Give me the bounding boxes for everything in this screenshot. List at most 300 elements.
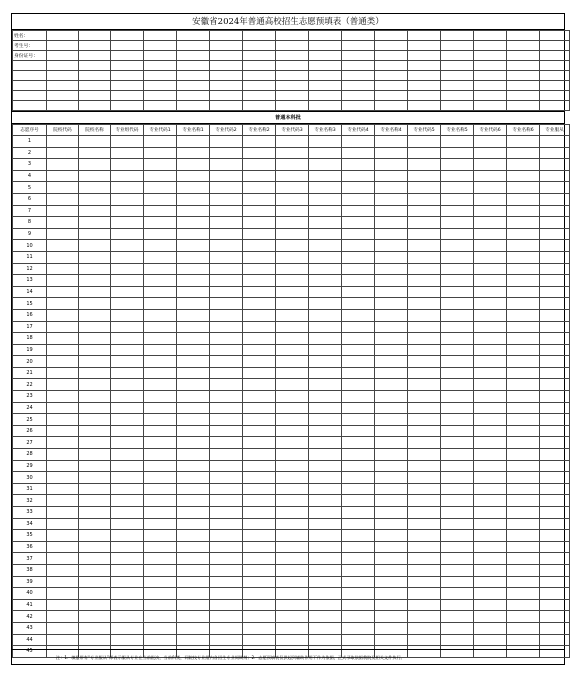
- table-cell[interactable]: [79, 425, 111, 437]
- table-cell[interactable]: [210, 564, 243, 576]
- table-cell[interactable]: [540, 240, 570, 252]
- table-cell[interactable]: [276, 193, 309, 205]
- table-cell[interactable]: [309, 240, 342, 252]
- table-cell[interactable]: [540, 611, 570, 623]
- info-field[interactable]: [474, 31, 507, 41]
- info-field[interactable]: [375, 61, 408, 71]
- info-field[interactable]: [408, 31, 441, 41]
- table-cell[interactable]: [540, 507, 570, 519]
- info-field[interactable]: [309, 81, 342, 91]
- info-field[interactable]: [408, 41, 441, 51]
- table-cell[interactable]: [375, 193, 408, 205]
- table-cell[interactable]: [375, 507, 408, 519]
- table-cell[interactable]: [276, 634, 309, 646]
- info-field[interactable]: [47, 31, 79, 41]
- info-field[interactable]: [342, 61, 375, 71]
- table-cell[interactable]: [507, 495, 540, 507]
- table-cell[interactable]: [441, 356, 474, 368]
- info-field[interactable]: [309, 31, 342, 41]
- info-field[interactable]: [540, 101, 570, 111]
- table-cell[interactable]: [375, 460, 408, 472]
- table-cell[interactable]: [309, 507, 342, 519]
- table-cell[interactable]: [540, 495, 570, 507]
- table-cell[interactable]: [47, 588, 79, 600]
- table-cell[interactable]: [408, 425, 441, 437]
- table-cell[interactable]: [243, 391, 276, 403]
- table-cell[interactable]: [441, 472, 474, 484]
- info-field[interactable]: [441, 91, 474, 101]
- table-cell[interactable]: [276, 205, 309, 217]
- table-cell[interactable]: [441, 588, 474, 600]
- table-cell[interactable]: [111, 217, 144, 229]
- table-cell[interactable]: [375, 588, 408, 600]
- table-cell[interactable]: [47, 460, 79, 472]
- table-cell[interactable]: [507, 205, 540, 217]
- table-cell[interactable]: [375, 356, 408, 368]
- table-cell[interactable]: [342, 263, 375, 275]
- table-cell[interactable]: [540, 402, 570, 414]
- table-cell[interactable]: [309, 356, 342, 368]
- info-field[interactable]: [243, 51, 276, 61]
- table-cell[interactable]: [441, 367, 474, 379]
- table-cell[interactable]: [144, 333, 177, 345]
- table-cell[interactable]: [276, 367, 309, 379]
- table-cell[interactable]: [276, 437, 309, 449]
- table-cell[interactable]: [144, 611, 177, 623]
- table-cell[interactable]: [474, 414, 507, 426]
- table-cell[interactable]: [342, 530, 375, 542]
- table-cell[interactable]: [507, 414, 540, 426]
- info-field[interactable]: [177, 81, 210, 91]
- table-cell[interactable]: [408, 483, 441, 495]
- info-field[interactable]: [177, 31, 210, 41]
- table-cell[interactable]: [79, 159, 111, 171]
- table-cell[interactable]: [375, 309, 408, 321]
- table-cell[interactable]: [507, 437, 540, 449]
- table-cell[interactable]: [47, 402, 79, 414]
- table-cell[interactable]: [474, 472, 507, 484]
- table-cell[interactable]: [441, 217, 474, 229]
- table-cell[interactable]: [210, 344, 243, 356]
- table-cell[interactable]: [441, 483, 474, 495]
- info-field[interactable]: [47, 51, 79, 61]
- table-cell[interactable]: [309, 437, 342, 449]
- table-cell[interactable]: [177, 263, 210, 275]
- table-cell[interactable]: [210, 182, 243, 194]
- table-cell[interactable]: [408, 251, 441, 263]
- table-cell[interactable]: [375, 414, 408, 426]
- table-cell[interactable]: [474, 344, 507, 356]
- info-field[interactable]: [210, 31, 243, 41]
- table-cell[interactable]: [375, 437, 408, 449]
- info-field[interactable]: [243, 61, 276, 71]
- info-field[interactable]: [474, 81, 507, 91]
- table-cell[interactable]: [111, 379, 144, 391]
- table-cell[interactable]: [276, 495, 309, 507]
- table-cell[interactable]: [144, 541, 177, 553]
- table-cell[interactable]: [507, 251, 540, 263]
- table-cell[interactable]: [79, 460, 111, 472]
- table-cell[interactable]: [276, 414, 309, 426]
- table-cell[interactable]: [79, 507, 111, 519]
- info-field[interactable]: [243, 91, 276, 101]
- table-cell[interactable]: [474, 460, 507, 472]
- table-cell[interactable]: [441, 530, 474, 542]
- table-cell[interactable]: [408, 147, 441, 159]
- table-cell[interactable]: [47, 599, 79, 611]
- table-cell[interactable]: [79, 356, 111, 368]
- table-cell[interactable]: [177, 541, 210, 553]
- info-field[interactable]: [144, 51, 177, 61]
- table-cell[interactable]: [441, 228, 474, 240]
- table-cell[interactable]: [408, 217, 441, 229]
- table-cell[interactable]: [177, 356, 210, 368]
- info-field[interactable]: [243, 81, 276, 91]
- table-cell[interactable]: [111, 193, 144, 205]
- table-cell[interactable]: [111, 425, 144, 437]
- table-cell[interactable]: [144, 391, 177, 403]
- info-field[interactable]: [144, 91, 177, 101]
- info-field[interactable]: [441, 51, 474, 61]
- table-cell[interactable]: [441, 437, 474, 449]
- table-cell[interactable]: [474, 333, 507, 345]
- table-cell[interactable]: [79, 472, 111, 484]
- table-cell[interactable]: [309, 460, 342, 472]
- table-cell[interactable]: [276, 391, 309, 403]
- table-cell[interactable]: [441, 495, 474, 507]
- table-cell[interactable]: [408, 298, 441, 310]
- table-cell[interactable]: [342, 321, 375, 333]
- table-cell[interactable]: [474, 530, 507, 542]
- info-field[interactable]: [540, 41, 570, 51]
- table-cell[interactable]: [47, 205, 79, 217]
- info-field[interactable]: [474, 91, 507, 101]
- table-cell[interactable]: [441, 136, 474, 148]
- table-cell[interactable]: [276, 344, 309, 356]
- table-cell[interactable]: [276, 518, 309, 530]
- table-cell[interactable]: [276, 251, 309, 263]
- info-field[interactable]: [210, 51, 243, 61]
- table-cell[interactable]: [441, 599, 474, 611]
- table-cell[interactable]: [474, 275, 507, 287]
- table-cell[interactable]: [210, 170, 243, 182]
- table-cell[interactable]: [144, 321, 177, 333]
- table-cell[interactable]: [309, 599, 342, 611]
- table-cell[interactable]: [375, 205, 408, 217]
- table-cell[interactable]: [243, 356, 276, 368]
- table-cell[interactable]: [507, 634, 540, 646]
- table-cell[interactable]: [276, 588, 309, 600]
- table-cell[interactable]: [47, 251, 79, 263]
- table-cell[interactable]: [441, 147, 474, 159]
- table-cell[interactable]: [177, 437, 210, 449]
- table-cell[interactable]: [342, 367, 375, 379]
- table-cell[interactable]: [507, 217, 540, 229]
- table-cell[interactable]: [243, 414, 276, 426]
- table-cell[interactable]: [342, 391, 375, 403]
- info-field[interactable]: [408, 61, 441, 71]
- table-cell[interactable]: [309, 402, 342, 414]
- table-cell[interactable]: [309, 622, 342, 634]
- table-cell[interactable]: [210, 588, 243, 600]
- table-cell[interactable]: [375, 472, 408, 484]
- table-cell[interactable]: [47, 518, 79, 530]
- table-cell[interactable]: [375, 425, 408, 437]
- table-cell[interactable]: [507, 530, 540, 542]
- info-field[interactable]: [47, 81, 79, 91]
- table-cell[interactable]: [309, 321, 342, 333]
- table-cell[interactable]: [507, 286, 540, 298]
- table-cell[interactable]: [177, 275, 210, 287]
- info-field[interactable]: [243, 101, 276, 111]
- table-cell[interactable]: [540, 425, 570, 437]
- info-field[interactable]: [47, 71, 79, 81]
- table-cell[interactable]: [144, 228, 177, 240]
- info-field[interactable]: [375, 51, 408, 61]
- info-field[interactable]: [144, 81, 177, 91]
- table-cell[interactable]: [144, 205, 177, 217]
- table-cell[interactable]: [408, 622, 441, 634]
- table-cell[interactable]: [79, 518, 111, 530]
- table-cell[interactable]: [144, 217, 177, 229]
- info-field[interactable]: [441, 31, 474, 41]
- info-field[interactable]: [309, 71, 342, 81]
- table-cell[interactable]: [342, 228, 375, 240]
- table-cell[interactable]: [144, 588, 177, 600]
- table-cell[interactable]: [210, 483, 243, 495]
- table-cell[interactable]: [408, 275, 441, 287]
- table-cell[interactable]: [441, 449, 474, 461]
- table-cell[interactable]: [177, 483, 210, 495]
- table-cell[interactable]: [309, 379, 342, 391]
- table-cell[interactable]: [342, 483, 375, 495]
- table-cell[interactable]: [111, 136, 144, 148]
- table-cell[interactable]: [342, 286, 375, 298]
- table-cell[interactable]: [408, 414, 441, 426]
- table-cell[interactable]: [441, 518, 474, 530]
- table-cell[interactable]: [540, 564, 570, 576]
- info-field[interactable]: [375, 101, 408, 111]
- table-cell[interactable]: [309, 286, 342, 298]
- table-cell[interactable]: [309, 553, 342, 565]
- table-cell[interactable]: [243, 193, 276, 205]
- table-cell[interactable]: [177, 240, 210, 252]
- table-cell[interactable]: [507, 170, 540, 182]
- table-cell[interactable]: [540, 251, 570, 263]
- table-cell[interactable]: [144, 437, 177, 449]
- table-cell[interactable]: [243, 518, 276, 530]
- table-cell[interactable]: [474, 309, 507, 321]
- table-cell[interactable]: [47, 553, 79, 565]
- table-cell[interactable]: [79, 588, 111, 600]
- info-field[interactable]: [441, 61, 474, 71]
- table-cell[interactable]: [177, 576, 210, 588]
- table-cell[interactable]: [375, 159, 408, 171]
- table-cell[interactable]: [144, 356, 177, 368]
- table-cell[interactable]: [540, 391, 570, 403]
- table-cell[interactable]: [111, 414, 144, 426]
- table-cell[interactable]: [309, 425, 342, 437]
- info-field[interactable]: [144, 41, 177, 51]
- table-cell[interactable]: [540, 136, 570, 148]
- info-field[interactable]: [210, 41, 243, 51]
- table-cell[interactable]: [408, 333, 441, 345]
- table-cell[interactable]: [276, 507, 309, 519]
- table-cell[interactable]: [276, 425, 309, 437]
- table-cell[interactable]: [441, 460, 474, 472]
- table-cell[interactable]: [177, 205, 210, 217]
- table-cell[interactable]: [309, 564, 342, 576]
- table-cell[interactable]: [309, 251, 342, 263]
- table-cell[interactable]: [144, 367, 177, 379]
- table-cell[interactable]: [474, 576, 507, 588]
- table-cell[interactable]: [210, 321, 243, 333]
- table-cell[interactable]: [210, 611, 243, 623]
- table-cell[interactable]: [540, 472, 570, 484]
- info-field[interactable]: [507, 61, 540, 71]
- table-cell[interactable]: [408, 507, 441, 519]
- info-field[interactable]: [441, 41, 474, 51]
- table-cell[interactable]: [210, 333, 243, 345]
- info-field[interactable]: [276, 51, 309, 61]
- table-cell[interactable]: [474, 182, 507, 194]
- table-cell[interactable]: [408, 495, 441, 507]
- info-field[interactable]: [507, 71, 540, 81]
- table-cell[interactable]: [47, 541, 79, 553]
- info-field[interactable]: [342, 31, 375, 41]
- table-cell[interactable]: [540, 286, 570, 298]
- info-field[interactable]: [342, 41, 375, 51]
- table-cell[interactable]: [79, 483, 111, 495]
- table-cell[interactable]: [408, 541, 441, 553]
- table-cell[interactable]: [342, 402, 375, 414]
- table-cell[interactable]: [111, 402, 144, 414]
- table-cell[interactable]: [144, 286, 177, 298]
- table-cell[interactable]: [375, 286, 408, 298]
- table-cell[interactable]: [342, 564, 375, 576]
- info-field[interactable]: [276, 91, 309, 101]
- table-cell[interactable]: [47, 483, 79, 495]
- table-cell[interactable]: [111, 437, 144, 449]
- table-cell[interactable]: [309, 298, 342, 310]
- table-cell[interactable]: [507, 402, 540, 414]
- table-cell[interactable]: [111, 321, 144, 333]
- table-cell[interactable]: [210, 298, 243, 310]
- table-cell[interactable]: [79, 286, 111, 298]
- table-cell[interactable]: [144, 298, 177, 310]
- table-cell[interactable]: [342, 507, 375, 519]
- table-cell[interactable]: [111, 333, 144, 345]
- table-cell[interactable]: [243, 228, 276, 240]
- table-cell[interactable]: [111, 495, 144, 507]
- info-field[interactable]: [342, 101, 375, 111]
- table-cell[interactable]: [540, 622, 570, 634]
- table-cell[interactable]: [342, 460, 375, 472]
- table-cell[interactable]: [540, 170, 570, 182]
- table-cell[interactable]: [47, 391, 79, 403]
- table-cell[interactable]: [276, 460, 309, 472]
- table-cell[interactable]: [309, 530, 342, 542]
- table-cell[interactable]: [342, 553, 375, 565]
- table-cell[interactable]: [111, 159, 144, 171]
- table-cell[interactable]: [540, 588, 570, 600]
- table-cell[interactable]: [111, 472, 144, 484]
- table-cell[interactable]: [507, 472, 540, 484]
- table-cell[interactable]: [441, 240, 474, 252]
- table-cell[interactable]: [342, 449, 375, 461]
- table-cell[interactable]: [375, 622, 408, 634]
- table-cell[interactable]: [441, 251, 474, 263]
- table-cell[interactable]: [507, 344, 540, 356]
- table-cell[interactable]: [474, 437, 507, 449]
- info-field[interactable]: [276, 61, 309, 71]
- table-cell[interactable]: [47, 472, 79, 484]
- table-cell[interactable]: [210, 217, 243, 229]
- table-cell[interactable]: [507, 228, 540, 240]
- table-cell[interactable]: [507, 263, 540, 275]
- info-field[interactable]: [375, 41, 408, 51]
- info-field[interactable]: [79, 61, 111, 71]
- table-cell[interactable]: [375, 251, 408, 263]
- info-field[interactable]: [474, 41, 507, 51]
- info-field[interactable]: [177, 61, 210, 71]
- table-cell[interactable]: [47, 634, 79, 646]
- table-cell[interactable]: [540, 599, 570, 611]
- table-cell[interactable]: [243, 379, 276, 391]
- table-cell[interactable]: [144, 240, 177, 252]
- info-field[interactable]: [79, 51, 111, 61]
- table-cell[interactable]: [79, 576, 111, 588]
- table-cell[interactable]: [507, 483, 540, 495]
- table-cell[interactable]: [408, 518, 441, 530]
- table-cell[interactable]: [441, 541, 474, 553]
- table-cell[interactable]: [474, 599, 507, 611]
- table-cell[interactable]: [47, 286, 79, 298]
- table-cell[interactable]: [540, 356, 570, 368]
- info-field[interactable]: [309, 91, 342, 101]
- table-cell[interactable]: [441, 170, 474, 182]
- table-cell[interactable]: [210, 530, 243, 542]
- info-field[interactable]: [276, 41, 309, 51]
- table-cell[interactable]: [474, 159, 507, 171]
- info-field[interactable]: [441, 81, 474, 91]
- table-cell[interactable]: [243, 495, 276, 507]
- table-cell[interactable]: [441, 576, 474, 588]
- table-cell[interactable]: [408, 564, 441, 576]
- table-cell[interactable]: [79, 611, 111, 623]
- info-field[interactable]: [507, 101, 540, 111]
- table-cell[interactable]: [177, 228, 210, 240]
- table-cell[interactable]: [540, 483, 570, 495]
- table-cell[interactable]: [474, 251, 507, 263]
- table-cell[interactable]: [474, 483, 507, 495]
- table-cell[interactable]: [210, 205, 243, 217]
- table-cell[interactable]: [177, 553, 210, 565]
- table-cell[interactable]: [309, 391, 342, 403]
- table-cell[interactable]: [144, 344, 177, 356]
- table-cell[interactable]: [507, 564, 540, 576]
- table-cell[interactable]: [540, 228, 570, 240]
- table-cell[interactable]: [210, 553, 243, 565]
- table-cell[interactable]: [342, 541, 375, 553]
- info-field[interactable]: [111, 51, 144, 61]
- table-cell[interactable]: [375, 518, 408, 530]
- info-field[interactable]: [276, 31, 309, 41]
- table-cell[interactable]: [177, 217, 210, 229]
- table-cell[interactable]: [79, 391, 111, 403]
- info-field[interactable]: [474, 51, 507, 61]
- table-cell[interactable]: [79, 622, 111, 634]
